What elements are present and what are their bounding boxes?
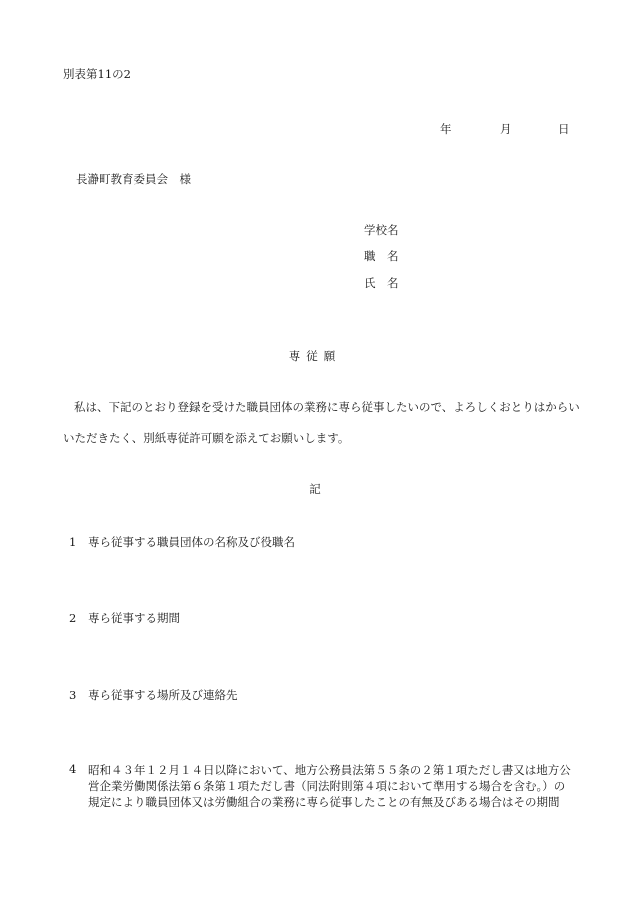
item-4-text: 昭和４３年１２月１４日以降において、地方公務員法第５５条の２第１項ただし書又は地方公営企業労働関係法第６条第１項ただし書（同法附則第４項において準用する場合を含む。）の規定により職員団体又は労働組合の業務に専ら従事したことの有無及びある場合はその期間 xyxy=(88,763,571,809)
job-title-label: 職 名 xyxy=(364,249,399,263)
item-4-number: 4 xyxy=(69,762,77,776)
request-body-text: 私は、下記のとおり登録を受けた職員団体の業務に専ら従事したいので、よろしくおとりはからいいただきたく、別紙専従許可願を添えてお願いします。 xyxy=(63,400,580,445)
item-2-number: 2 xyxy=(69,611,77,625)
document-label: 別表第11の2 xyxy=(63,67,131,81)
date-year-label: 年 xyxy=(440,122,452,136)
date-day-label: 日 xyxy=(558,122,570,136)
item-3-number: 3 xyxy=(69,688,77,702)
addressee: 長瀞町教育委員会 様 xyxy=(76,172,191,186)
school-name-label: 学校名 xyxy=(364,223,399,237)
item-3-text: 専ら従事する場所及び連絡先 xyxy=(88,688,238,702)
ki-heading: 記 xyxy=(309,482,321,496)
item-1-text: 専ら従事する職員団体の名称及び役職名 xyxy=(88,535,295,549)
date-month-label: 月 xyxy=(500,122,512,136)
document-title: 専従願 xyxy=(288,349,342,363)
item-2-text: 専ら従事する期間 xyxy=(88,611,180,625)
item-1-number: 1 xyxy=(69,535,77,549)
applicant-name-label: 氏 名 xyxy=(364,276,399,290)
